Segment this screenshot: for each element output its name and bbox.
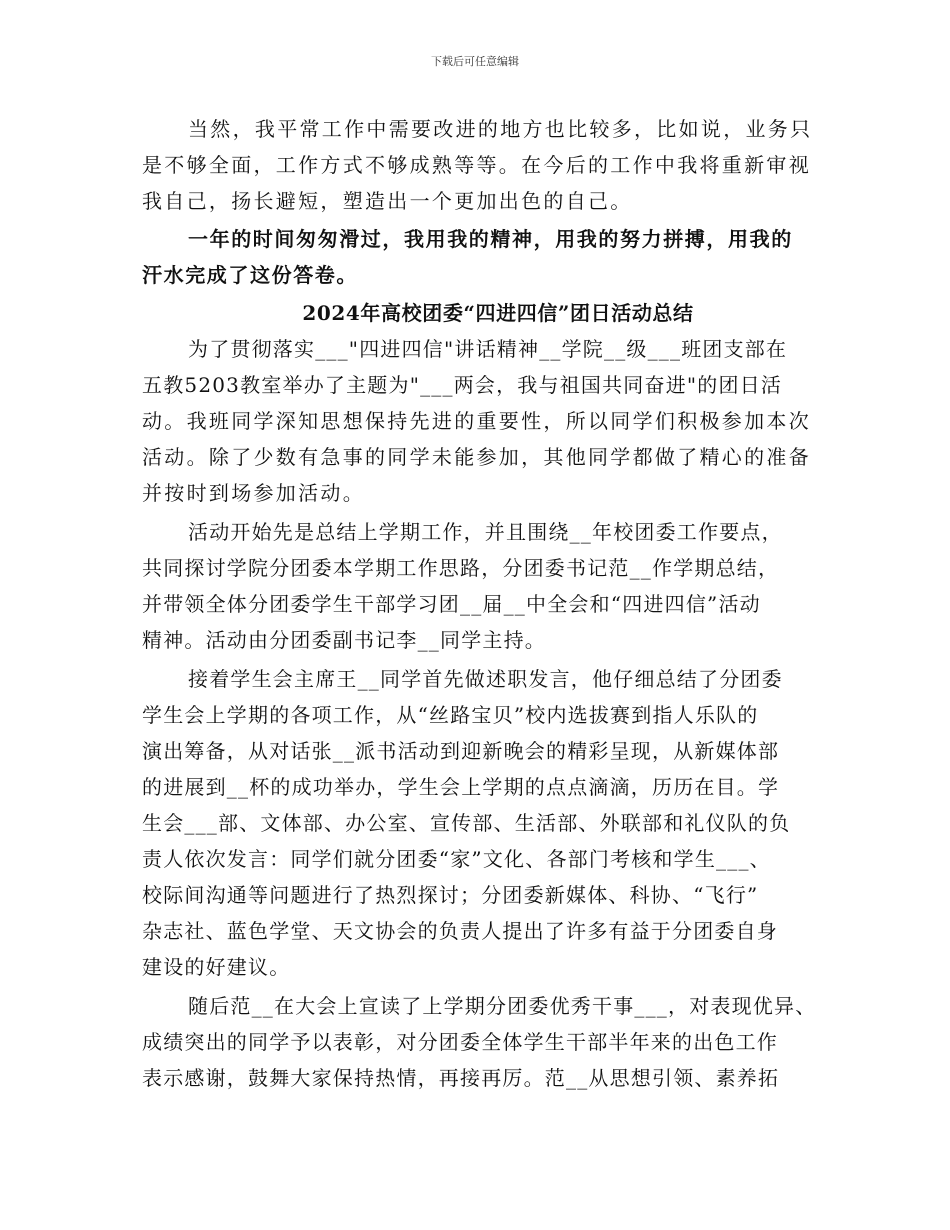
text-line: 动。我班同学深知思想保持先进的重要性，所以同学们积极参加本次 [142,409,811,433]
text-line: 演出筹备，从对话张__派书活动到迎新晚会的精彩呈现，从新媒体部 [142,739,780,763]
text-line: 活动。除了少数有急事的同学未能参加，其他同学都做了精心的准备 [142,445,811,469]
text-line: 汗水完成了这份答卷。 [142,263,358,287]
text-line: 表示感谢，鼓舞大家保持热情，再接再厉。范__从思想引领、素养拓 [142,1066,780,1090]
text-line: 为了贯彻落实___"四进四信"讲话精神__学院__级___班团支部在 [188,337,788,361]
text-line: 并带领全体分团委学生干部学习团__届__中全会和“四进四信”活动 [142,592,761,616]
text-line: 生会___部、文体部、办公室、宣传部、生活部、外联部和礼仪队的负 [142,811,791,835]
text-line: 五教5203教室举办了主题为"___两会，我与祖国共同奋进"的团日活 [142,373,783,397]
paragraph-awards [142,988,817,1096]
paragraph-improvement [142,111,814,219]
text-line: 当然，我平常工作中需要改进的地方也比较多，比如说，业务只 [188,117,813,141]
text-line: 责人依次发言：同学们就分团委“家”文化、各部门考核和学生___、 [142,847,771,871]
text-line: 杂志社、蓝色学堂、天文协会的负责人提出了许多有益于分团委自身 [142,919,778,943]
section-title [142,295,814,331]
text-line: 的进展到__杯的成功举办，学生会上学期的点点滴滴，历历在目。学 [142,775,780,799]
text-line: 我自己，扬长避短，塑造出一个更加出色的自己。 [142,189,633,213]
text-line: 一年的时间匆匆滑过，我用我的精神，用我的努力拼搏，用我的 [188,227,793,251]
document-title: 2024年高校团委“四进四信”团日活动总结 [302,301,694,325]
paragraph-activity-start [142,514,814,658]
text-line: 是不够全面，工作方式不够成熟等等。在今后的工作中我将重新审视 [142,153,811,177]
text-line: 随后范__在大会上宣读了上学期分团委优秀干事___，对表现优异、 [188,994,817,1018]
paragraph-student-union [142,661,814,985]
document-body [142,111,817,1096]
paragraph-closing-bold [142,221,814,293]
text-line: 建设的好建议。 [142,955,291,979]
text-line: 接着学生会主席王__同学首先做述职发言，他仔细总结了分团委 [188,667,783,691]
text-line: 成绩突出的同学予以表彰，对分团委全体学生干部半年来的出色工作 [142,1030,778,1054]
text-line: 共同探讨学院分团委本学期工作思路，分团委书记范__作学期总结， [142,556,780,580]
text-line: 校际间沟通等问题进行了热烈探讨；分团委新媒体、科协、“飞行” [142,883,759,907]
paragraph-intro [142,331,814,511]
text-line: 并按时到场参加活动。 [142,481,365,505]
text-line: 精神。活动由分团委副书记李__同学主持。 [142,628,546,652]
text-line: 活动开始先是总结上学期工作，并且围绕__年校团委工作要点， [188,520,783,544]
text-line: 学生会上学期的各项工作，从“丝路宝贝”校内选拔赛到指人乐队的 [142,703,759,727]
page-header-note: 下载后可任意编辑 [431,55,519,68]
